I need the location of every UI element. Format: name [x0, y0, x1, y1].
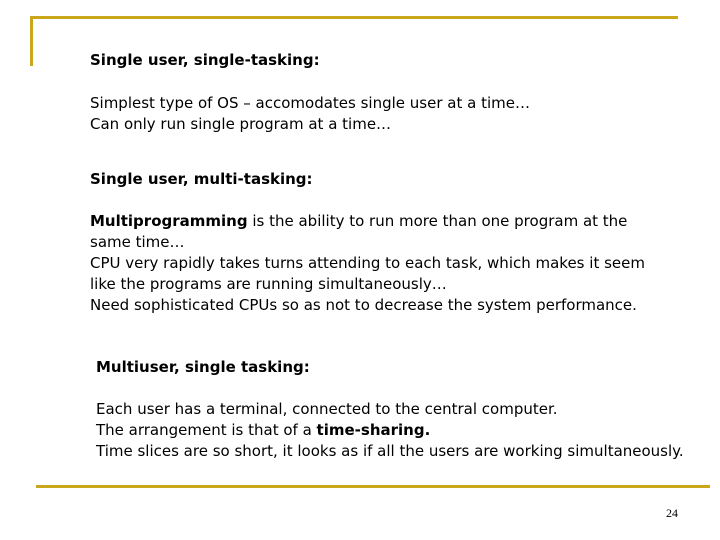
body-line: Need sophisticated CPUs so as not to decrease the system performance.: [90, 296, 637, 314]
body-line: [90, 211, 645, 232]
page-number: 24: [666, 506, 678, 520]
term-time-sharing: time-sharing.: [316, 421, 431, 439]
body-line: Each user has a terminal, connected to the central computer.: [96, 400, 558, 418]
body-line: Simplest type of OS – accomodates single user at a time…: [90, 94, 530, 112]
left-rule: [30, 16, 33, 66]
section-body-single-user-multi-tasking: [90, 211, 645, 316]
body-line: Time slices are so short, it looks as if all the users are working simultaneously.: [96, 442, 684, 460]
body-line: [96, 420, 684, 441]
body-line: same time…: [90, 233, 185, 251]
bottom-rule: [36, 485, 710, 488]
section-body-single-user-single-tasking: [90, 93, 530, 135]
body-line-text: is the ability to run more than one program at the: [247, 212, 628, 230]
body-line: Can only run single program at a time…: [90, 115, 392, 133]
top-rule: [30, 16, 678, 19]
section-heading-single-user-multi-tasking: Single user, multi-tasking:: [90, 170, 313, 188]
body-line-text: The arrangement is that of a: [96, 421, 317, 439]
section-heading-multiuser-single-tasking: Multiuser, single tasking:: [96, 358, 310, 376]
section-heading-single-user-single-tasking: Single user, single-tasking:: [90, 51, 320, 69]
section-body-multiuser-single-tasking: [96, 399, 684, 462]
body-line: like the programs are running simultaneously…: [90, 275, 447, 293]
body-line: CPU very rapidly takes turns attending to each task, which makes it seem: [90, 254, 645, 272]
term-multiprogramming: Multiprogramming: [90, 212, 248, 230]
